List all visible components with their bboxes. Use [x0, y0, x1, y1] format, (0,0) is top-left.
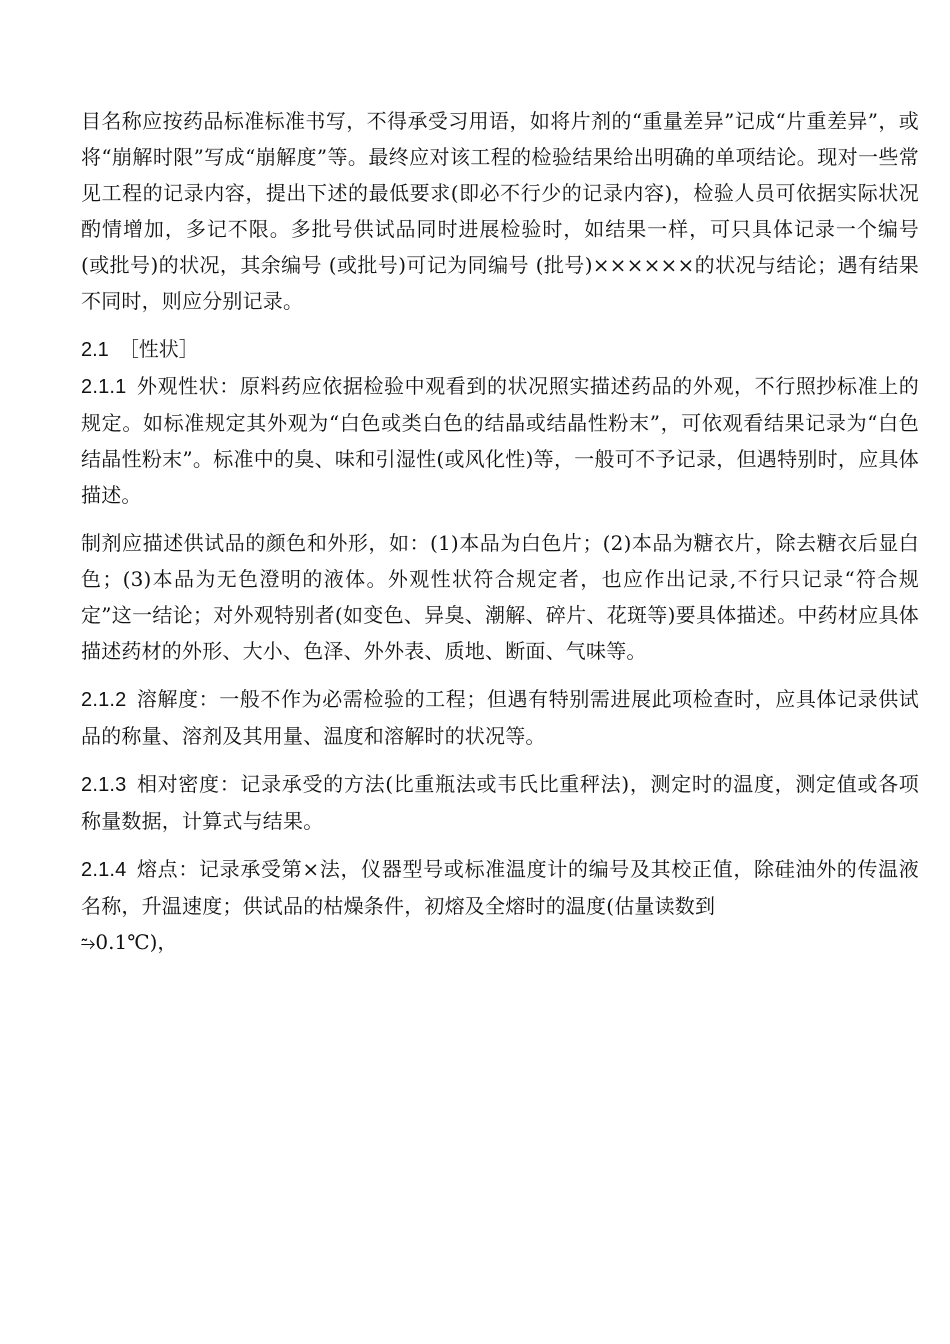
section-text: 外观性状：原料药应依据检验中观看到的状况照实描述药品的外观，不行照抄标准上的规定。如标准规定其外观为“白色或类白色的结晶或结晶性粉末”，可依观看结果记录为“白色结晶性粉末”。标准中的臭、味和引湿性(或风化性)等，一般可不予记录，但遇特别时，应具体描述。	[81, 374, 919, 507]
section-2-1-heading	[81, 331, 919, 368]
section-text: 溶解度：一般不作为必需检验的工程；但遇有特别需进展此项检查时，应具体记录供试品的称量、溶剂及其用量、温度和溶解时的状况等。	[81, 687, 919, 748]
section-2-1-3-paragraph	[81, 766, 919, 839]
section-2-1-4-paragraph	[81, 851, 919, 924]
section-title: ［性状］	[118, 337, 199, 361]
intro-paragraph: 目名称应按药品标准标准书写，不得承受习用语，如将片剂的“重量差异”记成“片重差异”，或将“崩解时限”写成“崩解度”等。最终应对该工程的检验结果给出明确的单项结论。现对一些常见工程的记录内容，提出下述的最低要求(即必不行少的记录内容)，检验人员可依据实际状况酌情增加，多记不限。多批号供试品同时进展检验时，如结果一样，可只具体记录一个编号 (或批号)的状况，其余编号 (或批号)可记为同编号 (批号)××××××的状况与结论；遇有结果不同时，则应分别记录。	[81, 109, 919, 313]
approx-symbol-icon: ⥲	[81, 933, 96, 954]
section-number: 2.1.2	[81, 689, 127, 711]
section-2-1-1-paragraph	[81, 368, 919, 513]
section-number: 2.1.4	[81, 859, 127, 881]
section-number: 2.1	[81, 339, 109, 361]
tail-text: 0.1℃)，	[95, 930, 178, 954]
document-page	[81, 103, 919, 962]
section-text: 熔点：记录承受第×法，仪器型号或标准温度计的编号及其校正值，除硅油外的传温液名称，升温速度；供试品的枯燥条件，初熔及全熔时的温度(估量读数到	[81, 857, 919, 918]
section-text: 相对密度：记录承受的方法(比重瓶法或韦氏比重秤法)，测定时的温度，测定值或各项称量数据，计算式与结果。	[81, 772, 919, 833]
preparation-paragraph: 制剂应描述供试品的颜色和外形，如：(1)本品为白色片；(2)本品为糖衣片，除去糖衣后显白色；(3)本品为无色澄明的液体。外观性状符合规定者，也应作出记录,不行只记录“符合规定”这一结论；对外观特别者(如变色、异臭、潮解、碎片、花斑等)要具体描述。中药材应具体描述药材的外形、大小、色泽、外外表、质地、断面、气味等。	[81, 531, 919, 663]
section-2-1-4-tail	[81, 924, 919, 962]
section-2-1-2-paragraph	[81, 681, 919, 754]
section-number: 2.1.1	[81, 376, 127, 398]
section-number: 2.1.3	[81, 774, 127, 796]
